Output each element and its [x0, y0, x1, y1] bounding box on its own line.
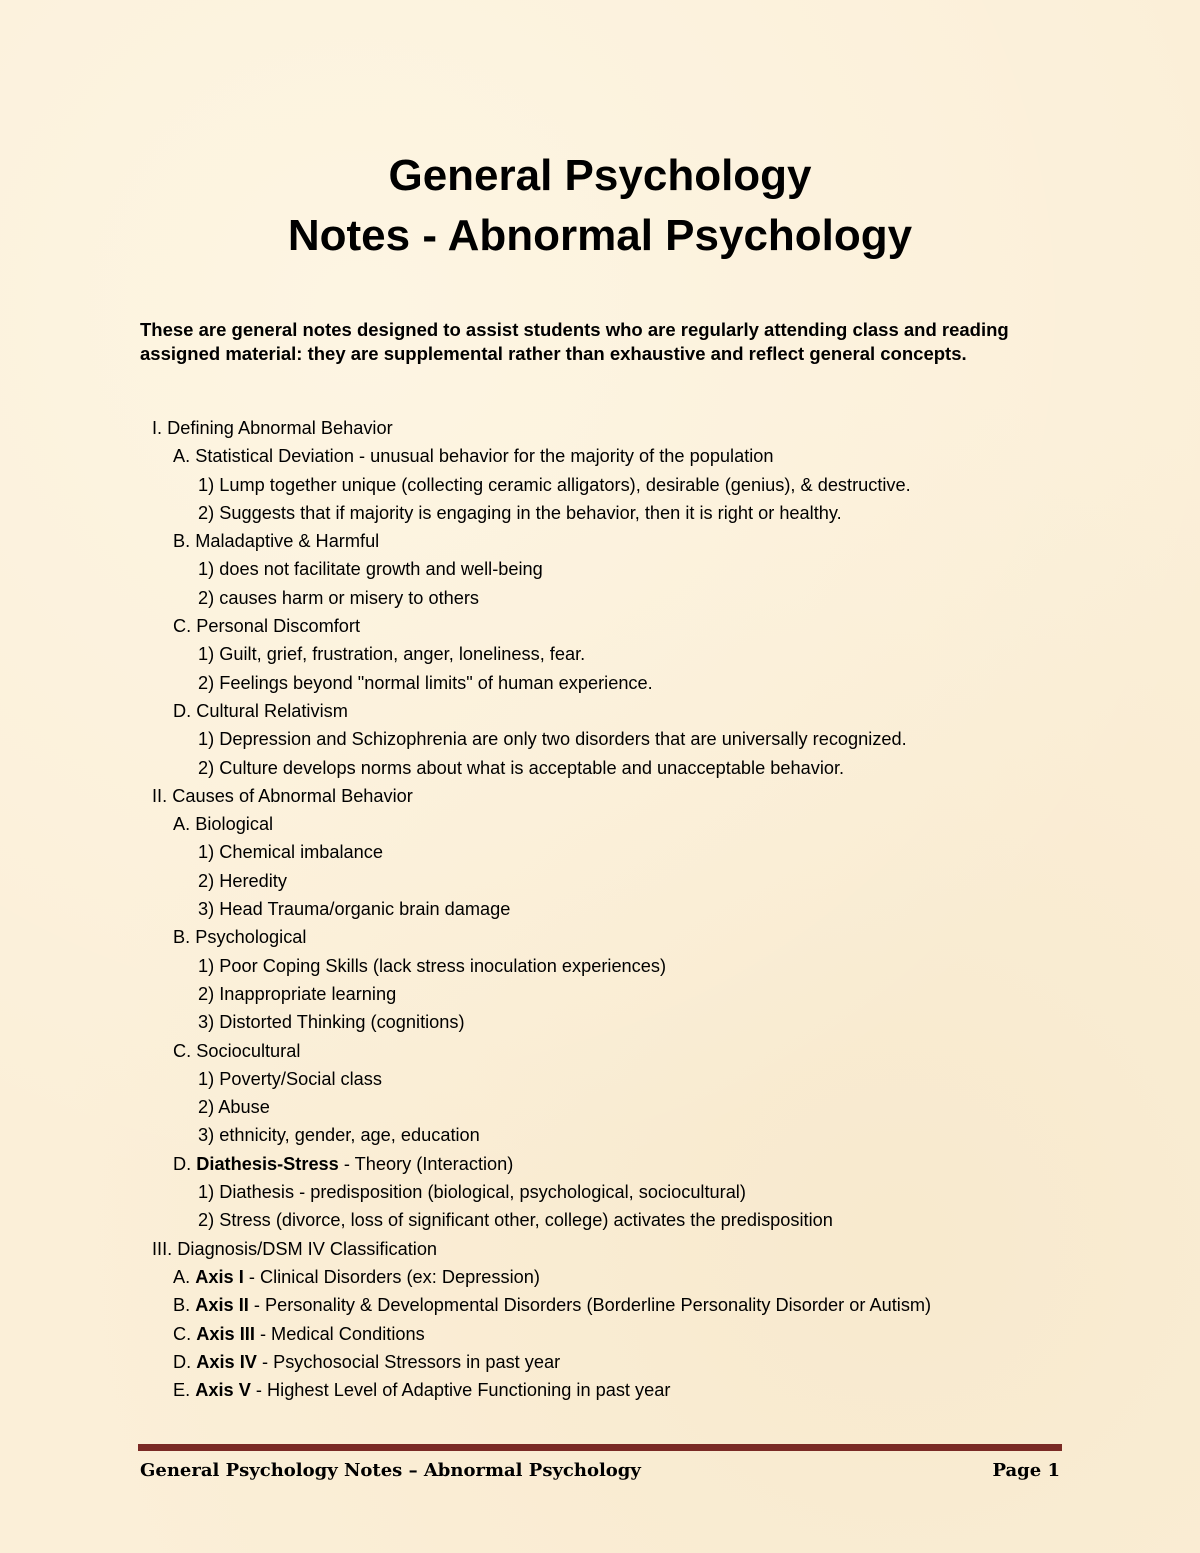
- outline-marker: 2): [198, 757, 215, 778]
- outline-marker: 1): [198, 842, 215, 863]
- outline-item: [0, 1008, 1200, 1036]
- outline-item: [0, 1348, 1200, 1376]
- outline-item: [0, 980, 1200, 1008]
- outline-item: [0, 1093, 1200, 1121]
- outline-text: Cultural Relativism: [196, 700, 348, 721]
- outline-term: Axis IV: [196, 1351, 257, 1372]
- outline-text: Depression and Schizophrenia are only two disorders that are universally recognized.: [219, 729, 907, 750]
- outline-marker: 3): [198, 1012, 215, 1033]
- outline-item: [0, 1263, 1200, 1291]
- outline-marker: D.: [173, 700, 192, 721]
- outline-item: [0, 1235, 1200, 1263]
- outline-list: [0, 414, 1200, 1404]
- outline-text: Diathesis - predisposition (biological, psychological, sociocultural): [219, 1182, 746, 1203]
- outline-item: [0, 754, 1200, 782]
- outline-text: Poor Coping Skills (lack stress inoculation experiences): [219, 955, 667, 976]
- outline-text: - Psychosocial Stressors in past year: [256, 1351, 561, 1372]
- outline-item: [0, 414, 1200, 442]
- outline-marker: D.: [173, 1351, 192, 1372]
- outline-item: [0, 612, 1200, 640]
- outline-text: Statistical Deviation - unusual behavior for the majority of the population: [195, 446, 774, 467]
- outline-marker: B.: [173, 927, 191, 948]
- outline-text: Abuse: [218, 1097, 270, 1118]
- outline-text: Suggests that if majority is engaging in the behavior, then it is right or healthy.: [219, 502, 842, 523]
- outline-term: Diathesis-Stress: [196, 1153, 339, 1174]
- outline-marker: D.: [173, 1153, 192, 1174]
- outline-text: Feelings beyond "normal limits" of human experience.: [219, 672, 653, 693]
- outline-term: Axis I: [195, 1266, 244, 1287]
- outline-text: Personal Discomfort: [196, 616, 360, 637]
- outline-marker: 2): [198, 870, 215, 891]
- outline-item: [0, 867, 1200, 895]
- outline-text: Culture develops norms about what is acceptable and unacceptable behavior.: [219, 757, 845, 778]
- outline-marker: E.: [173, 1380, 191, 1401]
- outline-marker: II.: [152, 785, 168, 806]
- outline-text: Lump together unique (collecting ceramic alligators), desirable (genius), & destructive.: [219, 474, 911, 495]
- outline-text: ethnicity, gender, age, education: [219, 1125, 480, 1146]
- document-title: General Psychology: [388, 151, 812, 200]
- outline-text: Poverty/Social class: [219, 1068, 382, 1089]
- outline-item: [0, 1037, 1200, 1065]
- outline-marker: 2): [198, 672, 215, 693]
- outline-text: - Highest Level of Adaptive Functioning in past year: [250, 1380, 671, 1401]
- outline-marker: 2): [198, 1210, 215, 1231]
- outline-marker: 1): [198, 474, 215, 495]
- outline-item: [0, 471, 1200, 499]
- outline-item: [0, 895, 1200, 923]
- outline-marker: 1): [198, 559, 215, 580]
- outline-text: - Medical Conditions: [254, 1323, 425, 1344]
- outline-marker: C.: [173, 1323, 192, 1344]
- document-subtitle: Notes - Abnormal Psychology: [287, 211, 913, 260]
- outline-text: Stress (divorce, loss of significant other, college) activates the predisposition: [219, 1210, 833, 1231]
- outline-marker: A.: [173, 1266, 191, 1287]
- outline-text: Head Trauma/organic brain damage: [219, 899, 511, 920]
- outline-marker: C.: [173, 1040, 192, 1061]
- outline-term: Axis II: [195, 1295, 249, 1316]
- intro-paragraph: These are general notes designed to assist students who are regularly attending class and reading assigned material: they are supplemental rather than exhaustive and reflect general concepts.: [140, 319, 1009, 364]
- outline-text: Chemical imbalance: [219, 842, 383, 863]
- outline-text: - Clinical Disorders (ex: Depression): [243, 1266, 540, 1287]
- outline-item: [0, 555, 1200, 583]
- outline-item: [0, 640, 1200, 668]
- outline-text: causes harm or misery to others: [219, 587, 480, 608]
- outline-marker: III.: [152, 1238, 173, 1259]
- outline-marker: I.: [152, 418, 163, 438]
- outline-item: [0, 499, 1200, 527]
- outline-item: [0, 697, 1200, 725]
- outline-item: [0, 838, 1200, 866]
- outline-item: [0, 1291, 1200, 1319]
- outline-item: [0, 527, 1200, 555]
- outline-text: Biological: [195, 814, 274, 835]
- outline-term: Axis V: [195, 1380, 251, 1401]
- outline-item: [0, 1178, 1200, 1206]
- outline-text: Psychological: [195, 927, 307, 948]
- outline-text: Causes of Abnormal Behavior: [172, 785, 413, 806]
- outline-item: [0, 923, 1200, 951]
- outline-item: [0, 1320, 1200, 1348]
- outline-text: Guilt, grief, frustration, anger, loneliness, fear.: [219, 644, 586, 665]
- outline-item: [0, 952, 1200, 980]
- outline-item: [0, 669, 1200, 697]
- outline-marker: 1): [198, 729, 215, 750]
- outline-marker: 1): [198, 1182, 215, 1203]
- outline-item: [0, 1121, 1200, 1149]
- outline-marker: A.: [173, 814, 191, 835]
- outline-marker: 3): [198, 899, 215, 920]
- outline-text: Inappropriate learning: [219, 983, 397, 1004]
- outline-marker: B.: [173, 531, 191, 552]
- outline-text: - Personality & Developmental Disorders (Borderline Personality Disorder or Autism): [248, 1295, 932, 1316]
- outline-item: [0, 1150, 1200, 1178]
- outline-text: Distorted Thinking (cognitions): [219, 1012, 465, 1033]
- outline-text: Defining Abnormal Behavior: [167, 418, 393, 438]
- outline-marker: 1): [198, 955, 215, 976]
- outline-item: [0, 1065, 1200, 1093]
- outline-marker: B.: [173, 1295, 191, 1316]
- outline-text: Diagnosis/DSM IV Classification: [177, 1238, 438, 1259]
- outline-marker: 1): [198, 644, 215, 665]
- footer-rule: [138, 1444, 1062, 1451]
- outline-marker: 2): [198, 587, 215, 608]
- outline-text: - Theory (Interaction): [338, 1153, 514, 1174]
- outline-item: [0, 1206, 1200, 1234]
- outline-marker: C.: [173, 616, 192, 637]
- outline-marker: 1): [198, 1068, 215, 1089]
- outline-item: [0, 782, 1200, 810]
- outline-marker: 2): [198, 983, 215, 1004]
- outline-item: [0, 725, 1200, 753]
- outline-marker: 3): [198, 1125, 215, 1146]
- outline-marker: A.: [173, 446, 191, 467]
- outline-text: Maladaptive & Harmful: [195, 531, 380, 552]
- outline-item: [0, 1376, 1200, 1404]
- footer-title: General Psychology Notes – Abnormal Psychology: [140, 1460, 641, 1481]
- outline-marker: 2): [198, 502, 215, 523]
- page-number: Page 1: [992, 1460, 1060, 1481]
- outline-item: [0, 810, 1200, 838]
- outline-item: [0, 584, 1200, 612]
- outline-text: does not facilitate growth and well-being: [219, 559, 543, 580]
- outline-term: Axis III: [196, 1323, 255, 1344]
- outline-item: [0, 442, 1200, 470]
- outline-text: Heredity: [219, 870, 287, 891]
- outline-marker: 2): [198, 1097, 215, 1118]
- outline-text: Sociocultural: [196, 1040, 301, 1061]
